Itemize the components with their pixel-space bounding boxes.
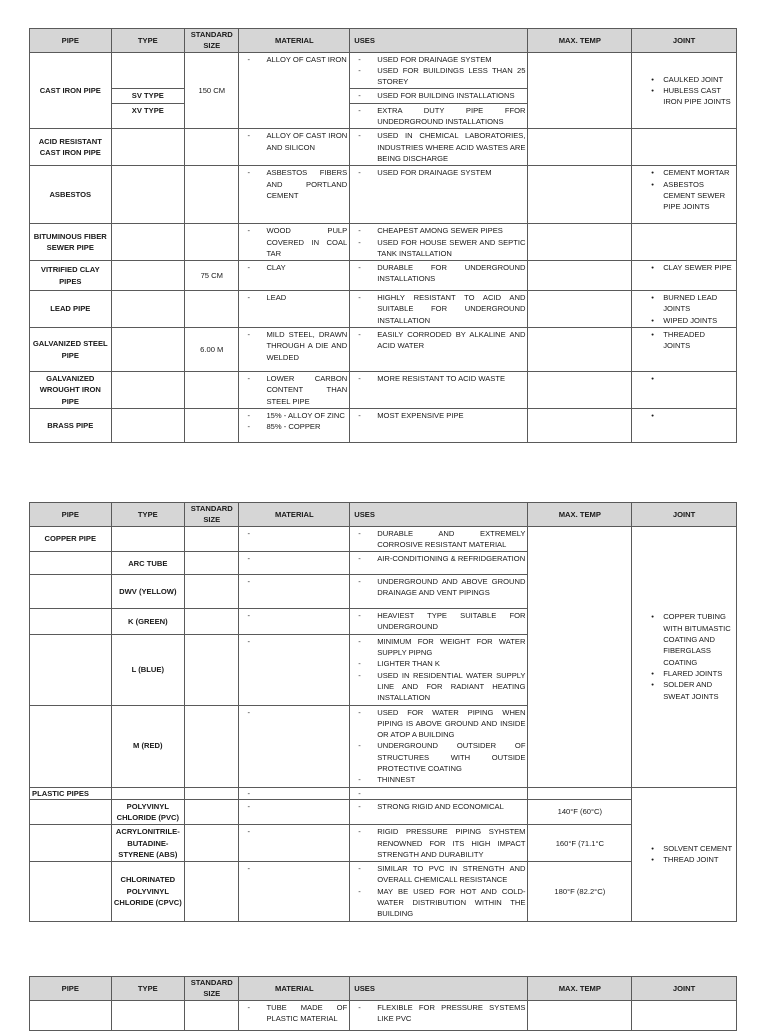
uses-cell: - MOST EXPENSIVE PIPE (350, 408, 528, 442)
uses-cell: - FLEXIBLE FOR PRESSURE SYSTEMS LIKE PVC (350, 1000, 528, 1030)
material-cell: - MILD STEEL, DRAWN THROUGH A DIE AND WELDED (239, 328, 350, 372)
header-max-temp: MAX. TEMP (528, 503, 632, 527)
header-material: MATERIAL (239, 503, 350, 527)
uses-cell: - STRONG RIGID AND ECONOMICAL (350, 799, 528, 825)
material-cell: - CLAY (239, 261, 350, 291)
table-row (30, 261, 737, 291)
material-cell (239, 825, 350, 862)
header-row (30, 503, 737, 527)
table-row (30, 825, 737, 862)
table-row (30, 52, 737, 89)
header-max-temp: MAX. TEMP (528, 29, 632, 53)
uses-cell: - SIMILAR TO PVC IN STRENGTH AND OVERALL CHEMICALL RESISTANCE - MAY BE USED FOR HOT AND COLD-WATER DISTRIBUTION WITHIN THE BUILDING (350, 862, 528, 921)
type-name: CHLORINATED POLYVINYL CHLORIDE (CPVC) (111, 862, 185, 921)
header-pipe: PIPE (30, 29, 112, 53)
header-standard-size: STANDARD SIZE (185, 503, 239, 527)
type-name: POLYVINYL CHLORIDE (PVC) (111, 799, 185, 825)
header-material: MATERIAL (239, 977, 350, 1001)
uses-cell: - USED IN CHEMICAL LABORATORIES, INDUSTRIES WHERE ACID WASTES ARE BEING DISCHARGE (350, 129, 528, 166)
standard-size: 150 CM (185, 52, 239, 129)
type-name: ACRYLONITRILE-BUTADINE-STYRENE (ABS) (111, 825, 185, 862)
type-name: DWV (YELLOW) (111, 575, 185, 609)
standard-size: 75 CM (185, 261, 239, 291)
pipe-name: BRASS PIPE (30, 408, 112, 442)
table-row (30, 862, 737, 921)
material-cell (239, 609, 350, 635)
max-temp: 140°F (60°C) (528, 799, 632, 825)
pipe-name: ASBESTOS (30, 166, 112, 224)
header-uses: USES (350, 977, 528, 1001)
header-row (30, 29, 737, 53)
material-cell (239, 575, 350, 609)
material-cell (239, 862, 350, 921)
table-row (30, 1000, 737, 1030)
uses-cell (350, 787, 528, 799)
header-type: TYPE (111, 29, 185, 53)
material-cell: - LOWER CARBON CONTENT THAN STEEL PIPE (239, 372, 350, 409)
uses-cell: - EXTRA DUTY PIPE FFOR UNDEDRGROUND INSTALLATIONS (350, 103, 528, 129)
table-row (30, 166, 737, 224)
pipe-name: LEAD PIPE (30, 291, 112, 328)
uses-cell: - RIGID PRESSURE PIPING SYHSTEM RENOWNED FOR ITS HIGH IMPACT STRENGTH AND DURABILITY (350, 825, 528, 862)
max-temp: 180°F (82.2°C) (528, 862, 632, 921)
header-row (30, 977, 737, 1001)
header-joint: JOINT (632, 29, 737, 53)
type-cell (111, 52, 185, 89)
uses-cell: - EASILY CORRODED BY ALKALINE AND ACID WATER (350, 328, 528, 372)
joint-cell: • CEMENT MORTAR • ASBESTOS CEMENT SEWER PIPE JOINTS (632, 166, 737, 224)
table-row (30, 291, 737, 328)
header-material: MATERIAL (239, 29, 350, 53)
material-cell: - WOOD PULP COVERED IN COAL TAR (239, 224, 350, 261)
pipe-name: ACID RESISTANT CAST IRON PIPE (30, 129, 112, 166)
type-name: XV TYPE (111, 103, 185, 129)
table-row (30, 129, 737, 166)
table-row (30, 799, 737, 825)
material-cell (239, 787, 350, 799)
joint-cell: • SOLVENT CEMENT • THREAD JOINT (632, 787, 737, 921)
table-row (30, 224, 737, 261)
uses-cell: - USED FOR BUILDING INSTALLATIONS (350, 89, 528, 103)
joint-cell: • BURNED LEAD JOINTS • WIPED JOINTS (632, 291, 737, 328)
material-cell (239, 526, 350, 552)
header-uses: USES (350, 29, 528, 53)
type-name: K (GREEN) (111, 609, 185, 635)
material-cell: - 15% - ALLOY OF ZINC - 85% - COPPER (239, 408, 350, 442)
uses-cell: - AIR-CONDITIONING & REFRIDGERATION (350, 552, 528, 575)
pipe-name: BITUMINOUS FIBER SEWER PIPE (30, 224, 112, 261)
uses-cell: - DURABLE FOR UNDERGROUND INSTALLATIONS (350, 261, 528, 291)
type-name: ARC TUBE (111, 552, 185, 575)
table-row (30, 408, 737, 442)
joint-cell (632, 408, 737, 442)
table-row (30, 328, 737, 372)
header-joint: JOINT (632, 503, 737, 527)
material-cell (239, 552, 350, 575)
pipe-name: CAST IRON PIPE (30, 52, 112, 129)
joint-cell: • COPPER TUBING WITH BITUMASTIC COATING AND FIBERGLASS COATING • FLARED JOINTS • SOLDER AND SWEAT JOINTS (632, 526, 737, 787)
header-standard-size: STANDARD SIZE (185, 29, 239, 53)
material-cell: - TUBE MADE OF PLASTIC MATERIAL (239, 1000, 350, 1030)
uses-cell: - UNDERGROUND AND ABOVE GROUND DRAINAGE AND VENT PIPINGS (350, 575, 528, 609)
uses-cell: - MORE RESISTANT TO ACID WASTE (350, 372, 528, 409)
material-cell: - ALLOY OF CAST IRON AND SILICON (239, 129, 350, 166)
table-row (30, 787, 737, 799)
material-cell (239, 705, 350, 787)
uses-cell: - USED FOR WATER PIPING WHEN PIPING IS ABOVE GROUND AND INSIDE OR ATOP A BUILDING - UNDERGROUND OUTSIDER OF STRUCTURES WITH OUTSIDE PROTECTIVE COATING - THINNEST (350, 705, 528, 787)
uses-cell: - USED FOR DRAINAGE SYSTEM - USED FOR BUILDINGS LESS THAN 25 STOREY (350, 52, 528, 89)
uses-cell: - DURABLE AND EXTREMELY CORROSIVE RESISTANT MATERIAL (350, 526, 528, 552)
type-name: SV TYPE (111, 89, 185, 103)
joint-cell: • CAULKED JOINT • HUBLESS CAST IRON PIPE JOINTS (632, 52, 737, 129)
pipe-name: COPPER PIPE (30, 526, 112, 552)
pipe-table-2 (29, 502, 737, 922)
table-row (30, 526, 737, 552)
material-cell: - LEAD (239, 291, 350, 328)
table-row (30, 372, 737, 409)
header-uses: USES (350, 503, 528, 527)
joint-cell (632, 372, 737, 409)
uses-cell: - HIGHLY RESISTANT TO ACID AND SUITABLE FOR UNDERGROUND INSTALLATION (350, 291, 528, 328)
material-cell (239, 799, 350, 825)
header-type: TYPE (111, 503, 185, 527)
type-name: L (BLUE) (111, 634, 185, 705)
uses-cell: - MINIMUM FOR WEIGHT FOR WATER SUPPLY PIPNG - LIGHTER THAN K - USED IN RESIDENTIAL WATER SUPPLY LINE AND FOR RADIANT HEATING INSTALLATION (350, 634, 528, 705)
max-temp: 160°F (71.1°C (528, 825, 632, 862)
standard-size: 6.00 M (185, 328, 239, 372)
max-temp-cell (528, 52, 632, 129)
header-max-temp: MAX. TEMP (528, 977, 632, 1001)
pipe-name: VITRIFIED CLAY PIPES (30, 261, 112, 291)
header-standard-size: STANDARD SIZE (185, 977, 239, 1001)
uses-cell: - CHEAPEST AMONG SEWER PIPES - USED FOR HOUSE SEWER AND SEPTIC TANK INSTALLATION (350, 224, 528, 261)
header-pipe: PIPE (30, 503, 112, 527)
joint-cell: • CLAY SEWER PIPE (632, 261, 737, 291)
pipe-table-1 (29, 28, 737, 443)
type-name: M (RED) (111, 705, 185, 787)
header-pipe: PIPE (30, 977, 112, 1001)
uses-cell: - HEAVIEST TYPE SUITABLE FOR UNDERGROUND (350, 609, 528, 635)
header-type: TYPE (111, 977, 185, 1001)
material-cell: - ASBESTOS FIBERS AND PORTLAND CEMENT (239, 166, 350, 224)
material-cell: - ALLOY OF CAST IRON (239, 52, 350, 129)
header-joint: JOINT (632, 977, 737, 1001)
joint-cell: • THREADED JOINTS (632, 328, 737, 372)
pipe-name: PLASTIC PIPES (30, 787, 112, 799)
material-cell (239, 634, 350, 705)
pipe-name: GALVANIZED WROUGHT IRON PIPE (30, 372, 112, 409)
uses-cell: - USED FOR DRAINAGE SYSTEM (350, 166, 528, 224)
pipe-table-3 (29, 976, 737, 1031)
pipe-name: GALVANIZED STEEL PIPE (30, 328, 112, 372)
